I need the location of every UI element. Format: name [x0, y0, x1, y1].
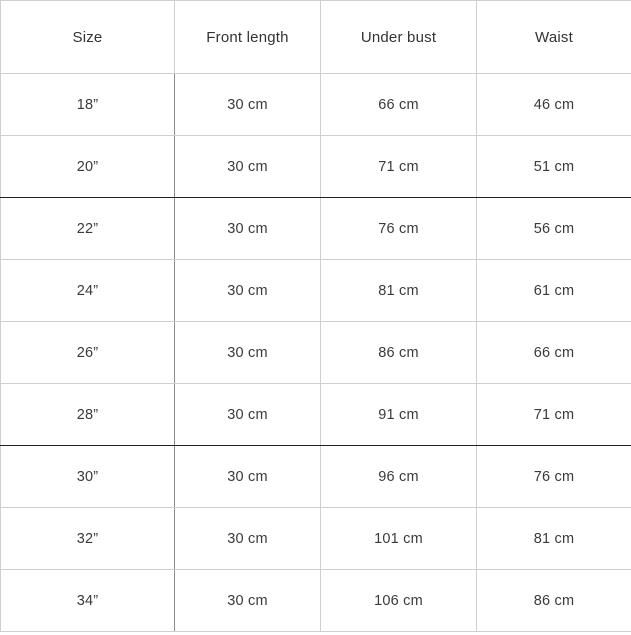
- cell-waist: 86 cm: [477, 570, 631, 632]
- cell-waist: 46 cm: [477, 74, 631, 136]
- table-row: [1, 508, 631, 570]
- column-header-front-length: Front length: [175, 1, 321, 74]
- cell-waist: 66 cm: [477, 322, 631, 384]
- column-header-size: Size: [1, 1, 175, 74]
- cell-front-length: 30 cm: [175, 136, 321, 198]
- table-row: [1, 446, 631, 508]
- column-header-waist: Waist: [477, 1, 631, 74]
- cell-size: 32”: [1, 508, 175, 570]
- table-row: [1, 384, 631, 446]
- table-row: [1, 74, 631, 136]
- table-row: [1, 260, 631, 322]
- cell-under-bust: 66 cm: [321, 74, 477, 136]
- table-row: [1, 198, 631, 260]
- cell-under-bust: 71 cm: [321, 136, 477, 198]
- cell-size: 26”: [1, 322, 175, 384]
- cell-waist: 51 cm: [477, 136, 631, 198]
- cell-under-bust: 91 cm: [321, 384, 477, 446]
- table-header-row: [1, 1, 631, 74]
- cell-front-length: 30 cm: [175, 446, 321, 508]
- cell-waist: 71 cm: [477, 384, 631, 446]
- cell-front-length: 30 cm: [175, 384, 321, 446]
- cell-under-bust: 101 cm: [321, 508, 477, 570]
- cell-front-length: 30 cm: [175, 260, 321, 322]
- cell-size: 20”: [1, 136, 175, 198]
- cell-size: 18”: [1, 74, 175, 136]
- cell-front-length: 30 cm: [175, 508, 321, 570]
- cell-under-bust: 86 cm: [321, 322, 477, 384]
- cell-waist: 81 cm: [477, 508, 631, 570]
- cell-front-length: 30 cm: [175, 322, 321, 384]
- cell-size: 34”: [1, 570, 175, 632]
- cell-waist: 76 cm: [477, 446, 631, 508]
- cell-under-bust: 76 cm: [321, 198, 477, 260]
- cell-under-bust: 96 cm: [321, 446, 477, 508]
- cell-front-length: 30 cm: [175, 198, 321, 260]
- column-header-under-bust: Under bust: [321, 1, 477, 74]
- table-row: [1, 322, 631, 384]
- cell-size: 28”: [1, 384, 175, 446]
- cell-front-length: 30 cm: [175, 74, 321, 136]
- cell-under-bust: 106 cm: [321, 570, 477, 632]
- cell-under-bust: 81 cm: [321, 260, 477, 322]
- cell-front-length: 30 cm: [175, 570, 321, 632]
- cell-size: 30”: [1, 446, 175, 508]
- table-row: [1, 570, 631, 632]
- cell-waist: 61 cm: [477, 260, 631, 322]
- table-row: [1, 136, 631, 198]
- cell-size: 24”: [1, 260, 175, 322]
- cell-waist: 56 cm: [477, 198, 631, 260]
- cell-size: 22”: [1, 198, 175, 260]
- table-header: [1, 1, 631, 74]
- table-body: [1, 74, 631, 632]
